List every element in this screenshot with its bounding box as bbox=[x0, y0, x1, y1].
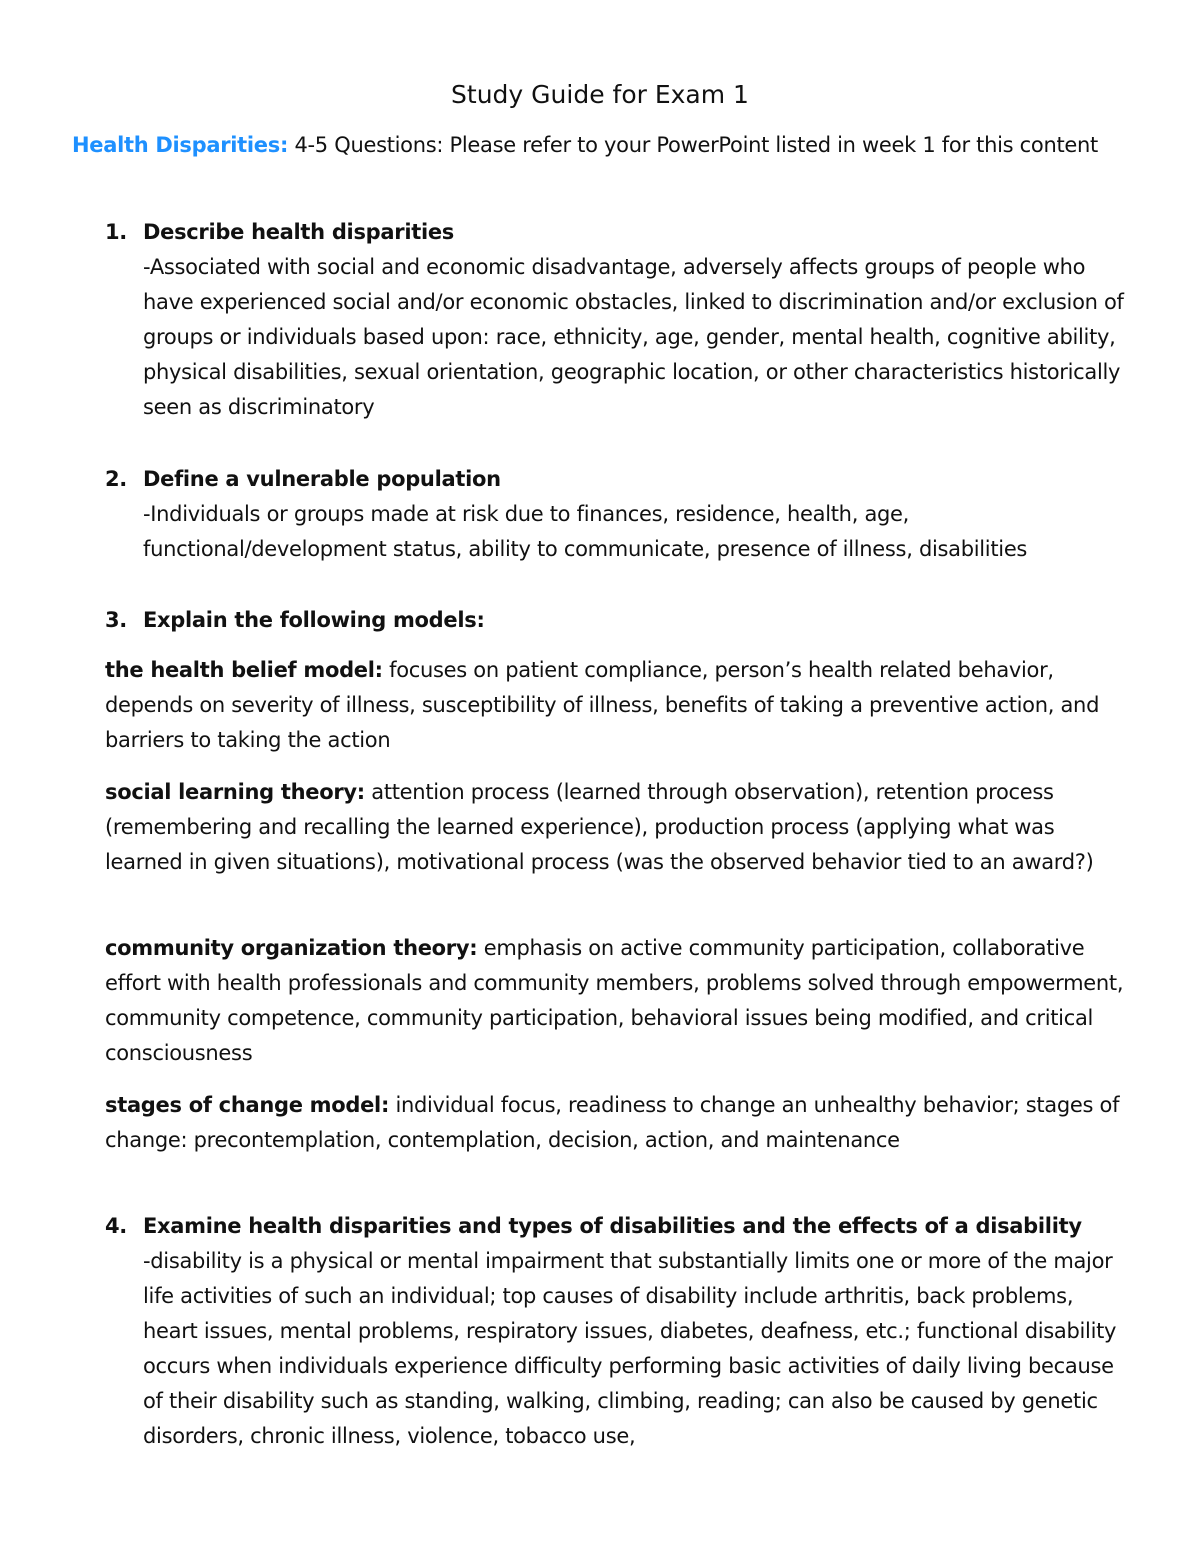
item-title: Examine health disparities and types of disabilities and the effects of a disability bbox=[143, 1214, 1082, 1238]
item-title: Explain the following models: bbox=[143, 608, 485, 632]
model-name: stages of change model: bbox=[105, 1093, 390, 1117]
page-title: Study Guide for Exam 1 bbox=[451, 80, 749, 109]
model-description: emphasis on active community participation, collaborative effort with health professionals and community members, problems solved through empowerment, community competence, community participation, behavioral issues being modified, and critical consciousness bbox=[105, 936, 1124, 1065]
model-name: social learning theory: bbox=[105, 780, 365, 804]
item-title: Define a vulnerable population bbox=[143, 467, 501, 491]
section-label: Health Disparities: bbox=[72, 133, 289, 157]
intro-paragraph bbox=[72, 128, 1132, 163]
list-item-1 bbox=[105, 215, 1135, 425]
model-health-belief bbox=[105, 653, 1135, 758]
model-name: community organization theory: bbox=[105, 936, 478, 960]
item-body: -Associated with social and economic disadvantage, adversely affects groups of people who have experienced social and/or economic obstacles, linked to discrimination and/or exclusion of groups or individuals based upon: race, ethnicity, age, gender, mental health, cognitive ability, physical disabilities, sexual orientation, geographic location, or other characteristics historically seen as discriminatory bbox=[143, 255, 1124, 419]
model-stages-of-change bbox=[105, 1088, 1135, 1158]
intro-text: 4-5 Questions: Please refer to your PowerPoint listed in week 1 for this content bbox=[288, 133, 1098, 157]
item-number: 1. bbox=[105, 220, 127, 244]
list-item-3 bbox=[105, 603, 1135, 638]
list-item-2 bbox=[105, 462, 1135, 567]
model-community-organization bbox=[105, 931, 1135, 1071]
model-description: attention process (learned through observation), retention process (remembering and recalling the learned experience), production process (applying what was learned in given situations), motivational process (was the observed behavior tied to an award?) bbox=[105, 780, 1094, 874]
item-body: -disability is a physical or mental impairment that substantially limits one or more of the major life activities of such an individual; top causes of disability include arthritis, back problems, heart issues, mental problems, respiratory issues, diabetes, deafness, etc.; functional disability occurs when individuals experience difficulty performing basic activities of daily living because of their disability such as standing, walking, climbing, reading; can also be caused by genetic disorders, chronic illness, violence, tobacco use, bbox=[143, 1249, 1117, 1448]
model-social-learning bbox=[105, 775, 1135, 880]
item-body: -Individuals or groups made at risk due to finances, residence, health, age, functional/development status, ability to communicate, presence of illness, disabilities bbox=[143, 502, 1028, 561]
model-description: focuses on patient compliance, person’s health related behavior, depends on severity of illness, susceptibility of illness, benefits of taking a preventive action, and barriers to taking the action bbox=[105, 658, 1100, 752]
item-number: 4. bbox=[105, 1214, 127, 1238]
item-title: Describe health disparities bbox=[143, 220, 454, 244]
item-number: 3. bbox=[105, 608, 127, 632]
list-item-4 bbox=[105, 1209, 1135, 1489]
model-description: individual focus, readiness to change an unhealthy behavior; stages of change: precontemplation, contemplation, decision, action, and maintenance bbox=[105, 1093, 1120, 1152]
item-number: 2. bbox=[105, 467, 127, 491]
model-name: the health belief model: bbox=[105, 658, 383, 682]
